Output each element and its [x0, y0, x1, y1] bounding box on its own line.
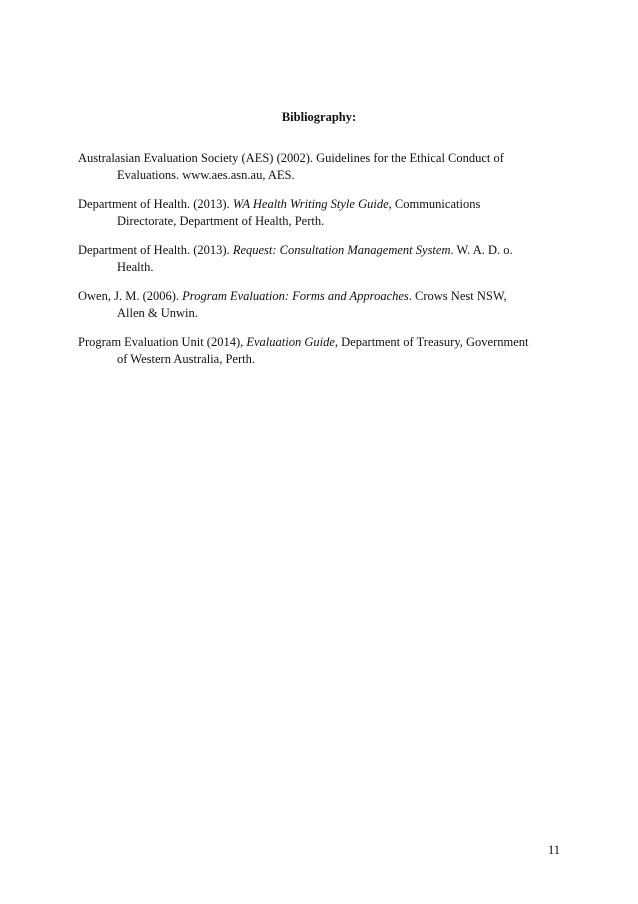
- entry-title: WA Health Writing Style Guide: [232, 197, 389, 211]
- entry-author-date: Department of Health. (2013).: [78, 243, 233, 257]
- entry-publisher: . Crows Nest NSW,: [408, 289, 507, 303]
- entry-line: [78, 334, 558, 351]
- entry-publisher: . W. A. D. o.: [450, 243, 513, 257]
- bibliography-heading: Bibliography:: [281, 110, 357, 124]
- bibliography-entry-evaluation-guide: [78, 334, 558, 368]
- entry-continuation-line: Directorate, Department of Health, Perth.: [117, 214, 325, 228]
- entry-author-date: Program Evaluation Unit (2014),: [78, 335, 247, 349]
- entry-author-date: Owen, J. M. (2006).: [78, 289, 183, 303]
- bibliography-list: [78, 150, 558, 380]
- entry-continuation-line: Health.: [117, 260, 154, 274]
- entry-continuation-line: of Western Australia, Perth.: [117, 352, 255, 366]
- bibliography-entry-wa-health-style-guide: [78, 196, 558, 230]
- page-number: 11: [547, 843, 560, 857]
- entry-publisher: , Department of Treasury, Government: [334, 335, 529, 349]
- entry-line: [78, 242, 558, 259]
- entry-continuation-line: Allen & Unwin.: [117, 306, 198, 320]
- entry-title: Evaluation Guide: [246, 335, 335, 349]
- entry-line: [78, 288, 558, 305]
- entry-title: Request: Consultation Management System: [232, 243, 451, 257]
- entry-author-date: Department of Health. (2013).: [78, 197, 233, 211]
- entry-continuation-line: Evaluations. www.aes.asn.au, AES.: [117, 168, 295, 182]
- bibliography-entry-consultation-system: [78, 242, 558, 276]
- entry-publisher: , Communications: [388, 197, 481, 211]
- bibliography-entry-aes: [78, 150, 558, 184]
- entry-line: [78, 196, 558, 213]
- bibliography-entry-owen: [78, 288, 558, 322]
- entry-line: Australasian Evaluation Society (AES) (2002). Guidelines for the Ethical Conduct of: [78, 151, 504, 165]
- entry-title: Program Evaluation: Forms and Approaches: [182, 289, 409, 303]
